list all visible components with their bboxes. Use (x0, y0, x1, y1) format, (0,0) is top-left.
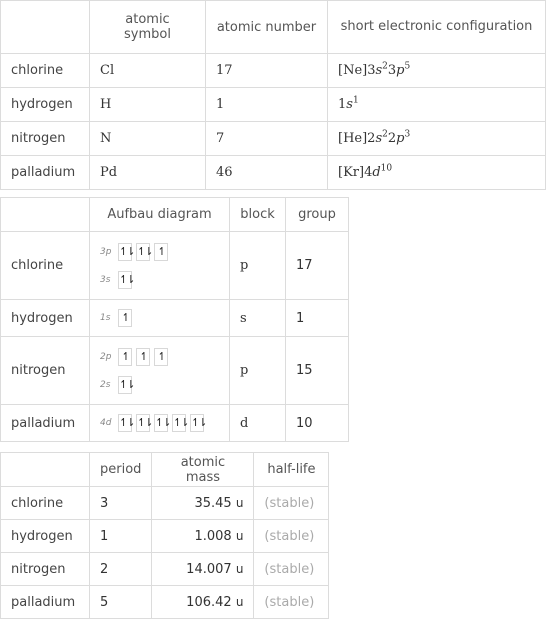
col-aufbau-diagram: Aufbau diagram (90, 198, 230, 232)
atomic-number: 46 (206, 156, 328, 190)
atomic-mass-value: 1.008 u (152, 520, 254, 553)
block-value: d (230, 405, 286, 442)
orbital-3p: 3p ↿⇂ ↿⇂ ↿ (100, 242, 219, 262)
period-value: 3 (90, 487, 152, 520)
row-label: palladium (1, 156, 90, 190)
header-row (1, 198, 349, 232)
table-row (1, 553, 329, 586)
block-value: p (230, 337, 286, 405)
aufbau-diagram (90, 337, 230, 405)
block-value: p (230, 232, 286, 300)
aufbau-diagram (90, 300, 230, 337)
electron-config: $[Ne]3s^23p^5$ (328, 54, 546, 88)
aufbau-diagram (90, 232, 230, 300)
atomic-mass-value: 14.007 u (152, 553, 254, 586)
col-period: period (90, 453, 152, 487)
mass-table (0, 452, 329, 619)
row-label: nitrogen (1, 122, 90, 156)
period-value: 5 (90, 586, 152, 619)
header-row (1, 453, 329, 487)
atomic-number: 7 (206, 122, 328, 156)
orbital-4d: 4d ↿⇂ ↿⇂ ↿⇂ ↿⇂ ↿⇂ (100, 413, 219, 433)
element-properties-table (0, 0, 546, 190)
atomic-number: 17 (206, 54, 328, 88)
aufbau-table (0, 197, 349, 442)
row-label: hydrogen (1, 300, 90, 337)
row-label: chlorine (1, 232, 90, 300)
table-row (1, 405, 349, 442)
corner-cell (1, 198, 90, 232)
col-block: block (230, 198, 286, 232)
period-value: 1 (90, 520, 152, 553)
electron-config: $[He]2s^22p^3$ (328, 122, 546, 156)
atomic-symbol: H (90, 88, 206, 122)
table-row (1, 337, 349, 405)
orbital-2p: 2p ↿ ↿ ↿ (100, 347, 219, 367)
row-label: nitrogen (1, 553, 90, 586)
col-atomic-symbol: atomic symbol (90, 1, 206, 54)
col-atomic-mass: atomic mass (152, 453, 254, 487)
header-row (1, 1, 546, 54)
group-value: 1 (286, 300, 349, 337)
group-value: 15 (286, 337, 349, 405)
atomic-symbol: Cl (90, 54, 206, 88)
group-value: 10 (286, 405, 349, 442)
orbital-2s: 2s ↿⇂ (100, 375, 219, 395)
row-label: palladium (1, 405, 90, 442)
table-row (1, 54, 546, 88)
block-value: s (230, 300, 286, 337)
atomic-symbol: N (90, 122, 206, 156)
col-atomic-number: atomic number (206, 1, 328, 54)
aufbau-diagram (90, 405, 230, 442)
row-label: hydrogen (1, 520, 90, 553)
row-label: palladium (1, 586, 90, 619)
col-short-config: short electronic configuration (328, 1, 546, 54)
orbital-1s: 1s ↿ (100, 308, 219, 328)
period-value: 2 (90, 553, 152, 586)
orbital-3s: 3s ↿⇂ (100, 270, 219, 290)
table-row (1, 586, 329, 619)
row-label: hydrogen (1, 88, 90, 122)
table-row (1, 300, 349, 337)
col-half-life: half-life (254, 453, 329, 487)
table-row (1, 88, 546, 122)
corner-cell (1, 1, 90, 54)
half-life-value: (stable) (254, 586, 329, 619)
table-row (1, 487, 329, 520)
electron-config: $1s^1$ (328, 88, 546, 122)
half-life-value: (stable) (254, 520, 329, 553)
half-life-value: (stable) (254, 487, 329, 520)
row-label: nitrogen (1, 337, 90, 405)
atomic-symbol: Pd (90, 156, 206, 190)
table-row (1, 520, 329, 553)
table-row (1, 232, 349, 300)
table-row (1, 122, 546, 156)
atomic-number: 1 (206, 88, 328, 122)
atomic-mass-value: 106.42 u (152, 586, 254, 619)
group-value: 17 (286, 232, 349, 300)
atomic-mass-value: 35.45 u (152, 487, 254, 520)
electron-config: $[Kr]4d^{10}$ (328, 156, 546, 190)
row-label: chlorine (1, 487, 90, 520)
col-group: group (286, 198, 349, 232)
table-row (1, 156, 546, 190)
row-label: chlorine (1, 54, 90, 88)
half-life-value: (stable) (254, 553, 329, 586)
corner-cell (1, 453, 90, 487)
